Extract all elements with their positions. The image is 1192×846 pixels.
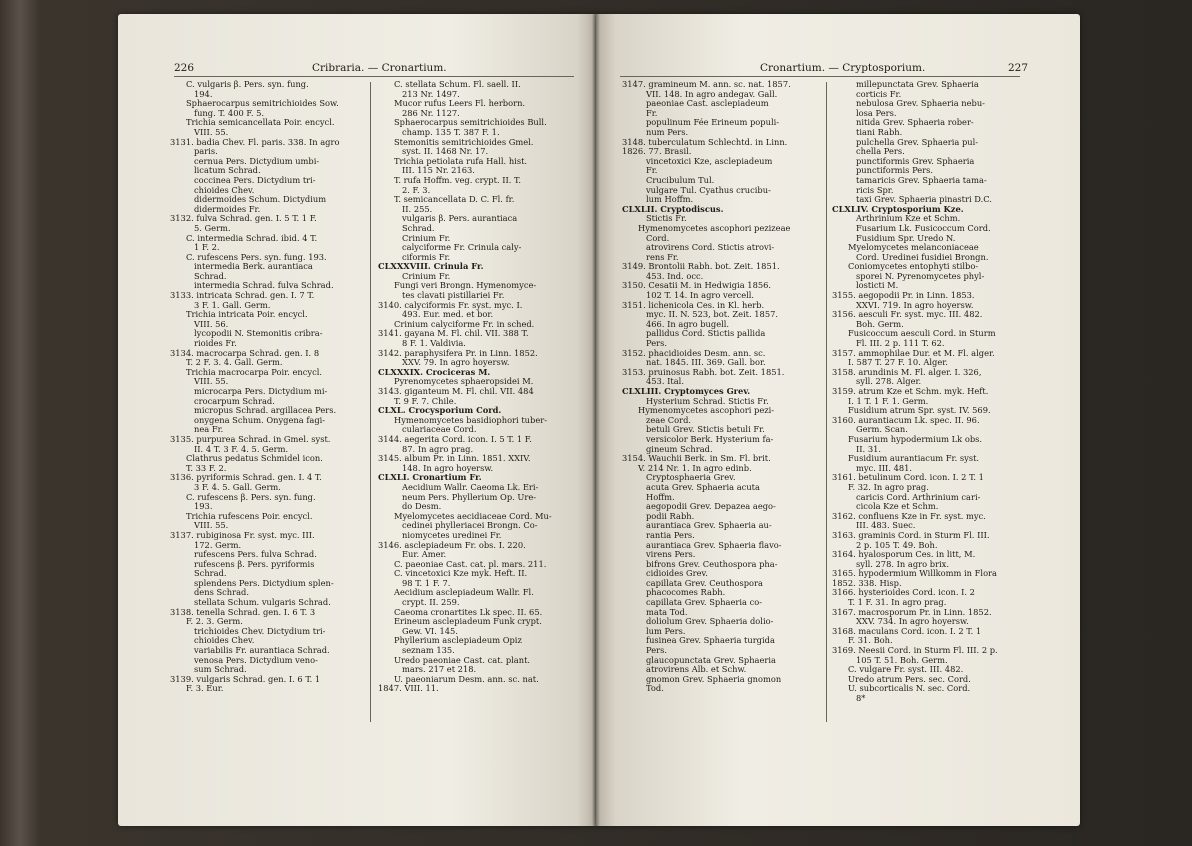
text-line: intermedia Schrad. fulva Schrad. [194, 280, 334, 291]
text-line: niomycetes uredinei Fr. [402, 529, 502, 540]
text-line: zeae Cord. [646, 414, 692, 425]
text-line: rufescens Pers. fulva Schrad. [194, 549, 317, 560]
text-line: Fusidium Spr. Uredo N. [856, 232, 956, 243]
left-page-column-1 [170, 80, 366, 694]
text-line: 3167. macrosporum Pr. in Linn. 1852. [832, 606, 992, 617]
text-line: glaucopunctata Grev. Sphaeria [646, 654, 776, 665]
text-line: do Desm. [402, 501, 442, 512]
text-line: Uredo paeoniae Cast. cat. plant. [394, 654, 531, 665]
text-line: doliolum Grev. Sphaeria dolio- [646, 616, 774, 627]
text-line: pulchella Grev. Sphaeria pul- [856, 136, 979, 147]
text-line: C. vulgare Fr. syst. III. 482. [848, 664, 964, 675]
text-line: T. rufa Hoffm. veg. crypt. II. T. [394, 174, 522, 185]
text-line: XXVI. 719. In agro hoyersw. [856, 299, 974, 310]
text-line: splendens Pers. Dictydium splen- [194, 577, 334, 588]
text-line: rens Fr. [646, 251, 679, 262]
text-line: Fusicoccum aesculi Cord. in Sturm [848, 328, 996, 339]
text-line: Fungi veri Brongn. Hymenomyce- [394, 280, 537, 291]
text-line: Aecidium Wallr. Caeoma Lk. Eri- [402, 481, 539, 492]
text-line: betuli Grev. Stictis betuli Fr. [646, 424, 765, 435]
text-line: variabilis Fr. aurantiaca Schrad. [194, 645, 330, 656]
text-line: III. 483. Suec. [856, 520, 916, 531]
text-line: fusinea Grev. Sphaeria turgida [646, 635, 775, 646]
text-line: CLXXXIX. Crociceras M. [378, 366, 491, 377]
text-line: Cryptosphaeria Grev. [646, 472, 736, 483]
text-line: Aecidium asclepiadeum Wallr. Fl. [394, 587, 534, 598]
text-line: T. 1 F. 31. In agro prag. [848, 597, 947, 608]
text-line: chioides Chev. [194, 184, 255, 195]
text-line: 3137. rubiginosa Fr. syst. myc. III. [170, 529, 315, 540]
text-line: 466. In agro bugell. [646, 318, 730, 329]
text-line: intermedia Berk. aurantiaca [194, 261, 313, 272]
text-line: lum Hoffm. [646, 194, 694, 205]
text-line: paeoniae Cast. asclepiadeum [646, 98, 769, 109]
text-line: Fusidium atrum Spr. syst. IV. 569. [848, 405, 991, 416]
text-line: onygena Schum. Onygena fagi- [194, 414, 326, 425]
text-line: aurantiaca Grev. Sphaeria au- [646, 520, 772, 531]
text-line: II. 31. [856, 443, 882, 454]
text-line: 493. Eur. med. et bor. [402, 309, 494, 320]
text-line: losticti M. [856, 280, 899, 291]
text-line: Fusarium hypodermium Lk obs. [848, 433, 983, 444]
text-line: Crucibulum Tul. [646, 174, 715, 185]
text-line: gnomon Grev. Sphaeria gnomon [646, 673, 782, 684]
text-line: Schrad. [194, 270, 227, 281]
text-line: Uredo atrum Pers. sec. Cord. [848, 673, 971, 684]
text-line: F. 3. Eur. [186, 683, 224, 694]
text-line: III. 115 Nr. 2163. [402, 165, 475, 176]
text-line: 3155. aegopodii Pr. in Linn. 1853. [832, 290, 975, 301]
text-line: Fr. [646, 165, 658, 176]
text-line: 3138. tenella Schrad. gen. I. 6 T. 3 [170, 606, 316, 617]
text-line: pallidus Cord. Stictis pallida [646, 328, 766, 339]
text-line: Crinium Fr. [402, 232, 451, 243]
text-line: Germ. Scan. [856, 424, 908, 435]
text-line: Gew. VI. 145. [402, 625, 458, 636]
text-line: versicolor Berk. Hysterium fa- [646, 433, 774, 444]
text-line: corticis Fr. [856, 88, 902, 99]
text-line: mars. 217 et 218. [402, 664, 477, 675]
text-line: II. 255. [402, 203, 433, 214]
text-line: gineum Schrad. [646, 443, 713, 454]
text-line: 3147. gramineum M. ann. sc. nat. 1857. [622, 80, 791, 89]
text-line: chioides Chev. [194, 635, 255, 646]
text-line: crocarpum Schrad. [194, 395, 275, 406]
text-line: Cord. Uredinei fusidiei Brongn. [856, 251, 989, 262]
text-line: Hymenomycetes ascophori pezi- [638, 405, 775, 416]
text-line: neum Pers. Phyllerium Op. Ure- [402, 491, 537, 502]
text-line: CLXL. Crocysporium Cord. [378, 405, 502, 416]
text-line: atrovirens Alb. et Schw. [646, 664, 747, 675]
text-line: 3163. graminis Cord. in Sturm Fl. III. [832, 529, 990, 540]
right-page-column-1 [622, 80, 822, 694]
text-line: lum Pers. [646, 625, 686, 636]
text-line: 8 F. 1. Valdivia. [402, 338, 466, 349]
text-line: 3159. atrum Kze et Schm. myk. Heft. [832, 386, 989, 396]
text-line: 3 F. 1. Gall. Germ. [194, 299, 271, 310]
text-line: 87. In agro prag. [402, 443, 474, 454]
text-line: F. 31. Boh. [848, 635, 893, 646]
text-line: VIII. 56. [194, 318, 229, 329]
text-line: venosa Pers. Dictydium veno- [194, 654, 318, 665]
text-line: culariaceae Cord. [402, 424, 477, 435]
text-line: rantia Pers. [646, 529, 695, 540]
text-line: didermoides Schum. Dictydium [194, 194, 327, 205]
text-line: Sphaerocarpus semitrichioides Bull. [394, 117, 547, 128]
text-line: 8* [856, 693, 866, 703]
text-line: VIII. 55. [194, 126, 229, 137]
text-line: lycopodii N. Stemonitis cribra- [194, 328, 323, 339]
text-line: podii Rabh. [646, 510, 695, 521]
text-line: U. subcorticalis N. sec. Cord. [848, 683, 971, 694]
text-line: nea Fr. [194, 424, 224, 435]
text-line: ciformis Fr. [402, 251, 451, 262]
text-line: 3168. maculans Cord. icon. I. 2 T. 1 [832, 625, 982, 636]
text-line: 3146. asclepiadeum Fr. obs. I. 220. [378, 539, 526, 550]
text-line: Trichia rufescens Poir. encycl. [186, 510, 313, 521]
text-line: phacocomes Rabh. [646, 587, 726, 598]
text-line: 102 T. 14. In agro vercell. [646, 290, 755, 301]
text-line: II. 4 T. 3 F. 4. 5. Germ. [194, 443, 289, 454]
text-line: F. 2. 3. Germ. [186, 616, 243, 627]
text-line: Trichia intricata Poir. encycl. [186, 309, 308, 320]
text-line: C. paeoniae Cast. cat. pl. mars. 211. [394, 558, 547, 569]
text-line: Myelomycetes aecidiaceae Cord. Mu- [394, 510, 552, 521]
text-line: trichioides Chev. Dictydium tri- [194, 625, 326, 636]
text-line: Pyrenomycetes sphaeropsidei M. [394, 376, 534, 387]
text-line: Eur. Amer. [402, 549, 447, 560]
text-line: stellata Schum. vulgaris Schrad. [194, 597, 331, 608]
text-line: bifrons Grev. Ceuthospora pha- [646, 558, 778, 569]
text-line: Pers. [646, 338, 667, 349]
text-line: Crinium Fr. [402, 270, 451, 281]
text-line: Fusarium Lk. Fusicoccum Cord. [856, 222, 991, 233]
text-line: micropus Schrad. argillacea Pers. [194, 405, 337, 416]
text-line: T. 33 F. 2. [186, 462, 227, 473]
text-line: VII. 148. In agro andegav. Gall. [646, 88, 778, 99]
text-line: 105 T. 51. Boh. Germ. [856, 654, 948, 665]
text-line: CLXLI. Cronartium Fr. [378, 472, 482, 483]
text-line: sum Schrad. [194, 664, 247, 675]
text-line: dens Schrad. [194, 587, 249, 598]
text-line: 3 F. 4. 5. Gall. Germ. [194, 481, 281, 492]
text-line: 3154. Wauchii Berk. in Sm. Fl. brit. [622, 453, 771, 464]
text-line: 1852. 338. Hisp. [832, 577, 902, 588]
text-line: 3149. Brontolii Rabh. bot. Zeit. 1851. [622, 261, 780, 272]
right-header-rule [620, 76, 1020, 77]
text-line: T. 9 F. 7. Chile. [394, 395, 457, 406]
text-line: Trichia petiolata rufa Hall. hist. [394, 155, 528, 166]
text-line: Fr. [646, 107, 658, 118]
text-line: acuta Grev. Sphaeria acuta [646, 481, 760, 492]
text-line: syst. II. 1468 Nr. 17. [402, 146, 489, 157]
book-gutter [592, 14, 600, 826]
text-line: syll. 278. In agro brix. [856, 558, 949, 569]
text-line: populinum Fée Erineum populi- [646, 117, 780, 128]
text-line: num Pers. [646, 126, 689, 137]
text-line: 194. [194, 88, 213, 99]
text-line: Erineum asclepiadeum Funk crypt. [394, 616, 542, 627]
text-line: 3145. album Pr. in Linn. 1851. XXIV. [378, 453, 531, 464]
text-line: 3131. badia Chev. Fl. paris. 338. In agro [170, 136, 340, 147]
text-line: virens Pers. [646, 549, 696, 560]
left-page-column-2 [378, 80, 576, 694]
text-line: 5. Germ. [194, 222, 231, 233]
text-line: sporei N. Pyrenomycetes phyl- [856, 270, 985, 281]
text-line: Cord. [646, 232, 670, 243]
text-line: 453. Ind. occ. [646, 270, 704, 281]
text-line: C. vulgaris β. Pers. syn. fung. [186, 80, 309, 89]
text-line: Hoffm. [646, 491, 675, 502]
text-line: rioides Fr. [194, 338, 237, 349]
text-line: C. stellata Schum. Fl. saell. II. [394, 80, 521, 89]
text-line: 3152. phacidioides Desm. ann. sc. [622, 347, 766, 358]
text-line: Coniomycetes entophyti stilbo- [848, 261, 979, 272]
text-line: 3144. aegerita Cord. icon. I. 5 T. 1 F. [378, 433, 532, 444]
text-line: calyciforme Fr. Crinula caly- [402, 242, 522, 253]
text-line: 148. In agro hoyersw. [402, 462, 494, 473]
text-line: vincetoxici Kze, asclepiadeum [646, 155, 773, 166]
text-line: 3162. confluens Kze in Fr. syst. myc. [832, 510, 986, 521]
text-line: CLXXXVIII. Crinula Fr. [378, 261, 484, 272]
text-line: C. intermedia Schrad. ibid. 4 T. [186, 232, 318, 243]
text-line: 3161. betulinum Cord. icon. I. 2 T. 1 [832, 472, 984, 483]
text-line: U. paeoniarum Desm. ann. sc. nat. [394, 673, 539, 684]
text-line: losa Pers. [856, 107, 897, 118]
right-running-head: Cronartium. — Cryptosporium. [760, 62, 926, 74]
text-line: 172. Germ. [194, 539, 242, 550]
text-line: 1847. VIII. 11. [378, 683, 439, 694]
text-line: coccinea Pers. Dictydium tri- [194, 174, 316, 185]
text-line: F. 32. In agro prag. [848, 481, 929, 492]
text-line: 3143. giganteum M. Fl. chil. VII. 484 [378, 386, 534, 396]
left-page-number: 226 [174, 62, 195, 74]
text-line: 3166. hysterioides Cord. icon. I. 2 [832, 587, 975, 598]
text-line: CLXLII. Cryptodiscus. [622, 203, 724, 214]
text-line: 1826. 77. Brasil. [622, 146, 692, 157]
text-line: syll. 278. Alger. [856, 376, 922, 387]
text-line: Fusidium aurantiacum Fr. syst. [848, 453, 980, 464]
text-line: cidioides Grev. [646, 568, 708, 579]
text-line: C. rufescens β. Pers. syn. fung. [186, 491, 316, 502]
text-line: Hymenomycetes basidiophori tuber- [394, 414, 547, 425]
text-line: T. 2 F. 3. 4. Gall. Germ. [186, 357, 283, 368]
text-line: Schrad. [402, 222, 435, 233]
text-line: XXV. 734. In agro hoyersw. [856, 616, 969, 627]
text-line: V. 214 Nr. 1. In agro edinb. [638, 462, 752, 473]
text-line: Hymenomycetes ascophori pezizeae [638, 222, 791, 233]
text-line: 213 Nr. 1497. [402, 88, 460, 99]
text-line: nitida Grev. Sphaeria rober- [856, 117, 974, 128]
text-line: 3141. gayana M. Fl. chil. VII. 388 T. [378, 328, 529, 339]
text-line: Myelomycetes melanconiaceae [848, 242, 979, 253]
text-line: 3134. macrocarpa Schrad. gen. I. 8 [170, 347, 320, 358]
left-running-head: Cribraria. — Cronartium. [312, 62, 447, 74]
text-line: licatum Schrad. [194, 165, 261, 176]
text-line: CLXLIV. Cryptosporium Kze. [832, 203, 964, 214]
text-line: 3150. Cesatii M. in Hedwigia 1856. [622, 280, 772, 291]
text-line: 3157. ammophilae Dur. et M. Fl. alger. [832, 347, 995, 358]
text-line: 3140. calyciformis Fr. syst. myc. I. [378, 299, 523, 310]
text-line: vulgaris β. Pers. aurantiaca [402, 213, 518, 224]
text-line: myc. II. N. 523, bot. Zeit. 1857. [646, 309, 779, 320]
text-line: 3133. intricata Schrad. gen. I. 7 T. [170, 290, 315, 301]
text-line: punctiformis Grev. Sphaeria [856, 155, 975, 166]
text-line: C. rufescens Pers. syn. fung. 193. [186, 251, 327, 262]
text-line: Caeoma cronartites Lk spec. II. 65. [394, 606, 543, 617]
text-line: 3136. pyriformis Schrad. gen. I. 4 T. [170, 472, 322, 483]
text-line: I. 1 T. 1 F. 1. Germ. [848, 395, 929, 406]
text-line: 98 T. 1 F. 7. [402, 577, 451, 588]
text-line: microcarpa Pers. Dictydium mi- [194, 386, 328, 396]
text-line: nebulosa Grev. Sphaeria nebu- [856, 98, 985, 109]
text-line: Phyllerium asclepiadeum Opiz [394, 635, 522, 646]
text-line: 286 Nr. 1127. [402, 107, 460, 118]
text-line: Hysterium Schrad. Stictis Fr. [646, 395, 769, 406]
text-line: capillata Grev. Sphaeria co- [646, 597, 763, 608]
text-line: atrovirens Cord. Stictis atrovi- [646, 242, 775, 253]
text-line: tiani Rabh. [856, 126, 903, 137]
text-line: aurantiaca Grev. Sphaeria flavo- [646, 539, 782, 550]
text-line: tamaricis Grev. Sphaeria tama- [856, 174, 987, 185]
text-line: 3151. lichenicola Ces. in Kl. herb. [622, 299, 765, 310]
text-line: didermoides Fr. [194, 203, 261, 214]
text-line: 1 F. 2. [194, 242, 220, 253]
text-line: C. vincetoxici Kze myk. Heft. II. [394, 568, 528, 579]
text-line: ricis Spr. [856, 184, 894, 195]
left-column-divider [370, 82, 371, 722]
text-line: Crinium calyciforme Fr. in sched. [394, 318, 535, 329]
text-line: champ. 135 T. 387 F. 1. [402, 126, 500, 137]
right-page-column-2 [832, 80, 1036, 704]
text-line: XXV. 79. In agro hoyersw. [402, 357, 510, 368]
text-line: cicola Kze et Schm. [856, 501, 939, 512]
text-line: 3153. pruinosus Rabh. bot. Zeit. 1851. [622, 366, 785, 377]
text-line: Trichia macrocarpa Poir. encycl. [186, 366, 323, 377]
text-line: 2 p. 105 T. 49. Boh. [856, 539, 938, 550]
text-line: 3158. arundinis M. Fl. alger. I. 326, [832, 366, 982, 377]
text-line: Boh. Germ. [856, 318, 904, 329]
text-line: T. semicancellata D. C. Fl. fr. [394, 194, 515, 205]
text-line: mata Tod. [646, 606, 688, 617]
text-line: 3139. vulgaris Schrad. gen. I. 6 T. 1 [170, 673, 321, 684]
text-line: 193. [194, 501, 213, 512]
text-line: Trichia semicancellata Poir. encycl. [186, 117, 335, 128]
text-line: VIII. 55. [194, 376, 229, 387]
text-line: rufescens β. Pers. pyriformis [194, 558, 315, 569]
text-line: tes clavati pistillariei Fr. [402, 290, 505, 301]
text-line: nat. 1845. III. 369. Gall. bor. [646, 357, 766, 368]
text-line: Tod. [646, 683, 664, 694]
text-line: cedinei phylleriacei Brongn. Co- [402, 520, 538, 531]
text-line: CLXLIII. Cryptomyces Grev. [622, 386, 751, 396]
text-line: taxi Grev. Sphaeria pinastri D.C. [856, 194, 992, 205]
text-line: Stemonitis semitrichioides Gmel. [394, 136, 534, 147]
left-header-rule [174, 76, 574, 77]
text-line: VIII. 55. [194, 520, 229, 531]
text-line: crypt. II. 259. [402, 597, 460, 608]
text-line: Stictis Fr. [646, 213, 687, 224]
text-line: seznam 135. [402, 645, 455, 656]
text-line: 453. Ital. [646, 376, 684, 387]
text-line: cernua Pers. Dictydium umbi- [194, 155, 320, 166]
text-line: punctiformis Pers. [856, 165, 934, 176]
text-line: Clathrus pedatus Schmidel icon. [186, 453, 323, 464]
text-line: 3169. Neesii Cord. in Sturm Fl. III. 2 p. [832, 645, 998, 656]
text-line: Fl. III. 2 p. 111 T. 62. [856, 338, 945, 349]
text-line: 3148. tuberculatum Schlechtd. in Linn. [622, 136, 788, 147]
text-line: chella Pers. [856, 146, 905, 157]
text-line: paris. [194, 146, 218, 157]
text-line: vulgare Tul. Cyathus crucibu- [646, 184, 771, 195]
text-line: 3142. paraphysifera Pr. in Linn. 1852. [378, 347, 538, 358]
text-line: Arthrinium Kze et Schm. [856, 213, 961, 224]
text-line: Mucor rufus Leers Fl. herborn. [394, 98, 526, 109]
text-line: 2. F. 3. [402, 184, 431, 195]
text-line: aegopodii Grev. Depazea aego- [646, 501, 776, 512]
text-line: 3160. aurantiacum Lk. spec. II. 96. [832, 414, 980, 425]
right-column-divider [826, 82, 827, 722]
text-line: 3164. hyalosporum Ces. in litt, M. [832, 549, 976, 560]
text-line: 3135. purpurea Schrad. in Gmel. syst. [170, 433, 331, 444]
text-line: 3156. aesculi Fr. syst. myc. III. 482. [832, 309, 983, 320]
text-line: caricis Cord. Arthrinium cari- [856, 491, 981, 502]
text-line: fung. T. 400 F. 5. [194, 107, 265, 118]
text-line: I. 587 T. 27 F. 10. Alger. [848, 357, 948, 368]
text-line: 3165. hypodermium Willkomm in Flora [832, 568, 997, 579]
text-line: myc. III. 481. [856, 462, 913, 473]
text-line: capillata Grev. Ceuthospora [646, 577, 763, 588]
text-line: Schrad. [194, 568, 227, 579]
text-line: millepunctata Grev. Sphaeria [856, 80, 979, 89]
text-line: Sphaerocarpus semitrichioides Sow. [186, 98, 339, 109]
text-line: 3132. fulva Schrad. gen. I. 5 T. 1 F. [170, 213, 317, 224]
text-line: Pers. [646, 645, 667, 656]
right-page-number: 227 [1008, 62, 1029, 74]
